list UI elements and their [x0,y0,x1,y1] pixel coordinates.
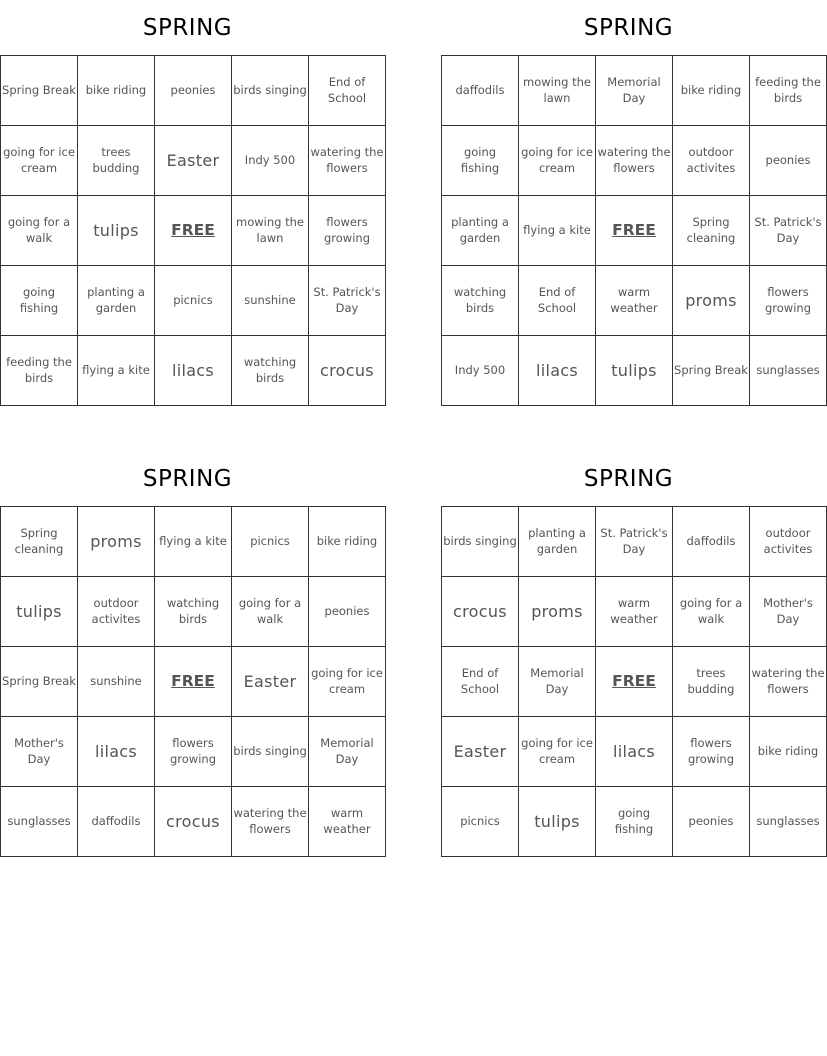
bingo-cell: daffodils [78,787,155,857]
grid-row [1,336,386,406]
bingo-cell: Easter [232,647,309,717]
bingo-cell: flying a kite [78,336,155,406]
bingo-cell: Indy 500 [442,336,519,406]
grid-row [1,126,386,196]
bingo-cell: End of School [442,647,519,717]
bingo-cell: Spring Break [1,56,78,126]
bingo-cell: sunglasses [750,336,827,406]
grid-row [442,266,827,336]
bingo-cell: lilacs [155,336,232,406]
bingo-cell: trees budding [673,647,750,717]
bingo-cell: going for a walk [232,577,309,647]
grid-row [1,507,386,577]
grid-row [442,647,827,717]
bingo-cell: St. Patrick's Day [596,507,673,577]
bingo-cell: outdoor activites [78,577,155,647]
bingo-cell: going for a walk [673,577,750,647]
bingo-card-2 [441,0,822,406]
bingo-cell: trees budding [78,126,155,196]
bingo-cell: daffodils [442,56,519,126]
bingo-cell: proms [78,507,155,577]
bingo-cell: End of School [309,56,386,126]
bingo-cell: Spring Break [1,647,78,717]
bingo-cell: Easter [155,126,232,196]
bingo-cell: crocus [155,787,232,857]
free-space: FREE [596,647,673,717]
bingo-cell: mowing the lawn [232,196,309,266]
bingo-cell: Spring cleaning [1,507,78,577]
bingo-cell: warm weather [596,577,673,647]
bingo-cell: lilacs [78,717,155,787]
bingo-cell: going for ice cream [1,126,78,196]
bingo-cell: feeding the birds [750,56,827,126]
bingo-cell: going for ice cream [519,126,596,196]
bingo-cell: St. Patrick's Day [309,266,386,336]
grid-row [1,196,386,266]
bingo-cell: sunglasses [750,787,827,857]
bingo-cell: Memorial Day [519,647,596,717]
bingo-cell: warm weather [309,787,386,857]
bingo-cell: tulips [1,577,78,647]
grid-row [1,717,386,787]
bingo-cell: daffodils [673,507,750,577]
bingo-cell: bike riding [78,56,155,126]
bingo-cell: going fishing [596,787,673,857]
bingo-cell: watering the flowers [309,126,386,196]
bingo-cell: crocus [309,336,386,406]
bingo-grid [0,55,386,406]
free-space: FREE [155,196,232,266]
bingo-cell: planting a garden [442,196,519,266]
grid-row [442,717,827,787]
bingo-cell: tulips [78,196,155,266]
bingo-card-1 [0,0,384,406]
bingo-cell: flowers growing [673,717,750,787]
grid-row [442,126,827,196]
card-title: SPRING [583,466,674,492]
bingo-cell: sunshine [78,647,155,717]
bingo-cell: birds singing [442,507,519,577]
grid-row [442,336,827,406]
bingo-cell: birds singing [232,717,309,787]
bingo-cell: Mother's Day [750,577,827,647]
bingo-cell: Memorial Day [596,56,673,126]
grid-row [442,577,827,647]
bingo-cell: watching birds [155,577,232,647]
bingo-card-3 [0,451,383,857]
bingo-cell: picnics [442,787,519,857]
bingo-cell: watching birds [442,266,519,336]
grid-row [1,647,386,717]
bingo-cell: crocus [442,577,519,647]
bingo-grid [441,506,827,857]
grid-row [442,196,827,266]
bingo-card-4 [441,451,825,857]
bingo-cell: flowers growing [155,717,232,787]
grid-row [1,577,386,647]
card-title: SPRING [142,15,233,41]
bingo-cell: tulips [596,336,673,406]
bingo-cell: flowers growing [750,266,827,336]
bingo-cell: Memorial Day [309,717,386,787]
free-space: FREE [596,196,673,266]
bingo-grid [441,55,827,406]
grid-row [442,507,827,577]
bingo-cell: picnics [155,266,232,336]
bingo-cell: going for a walk [1,196,78,266]
bingo-cell: flying a kite [519,196,596,266]
bingo-cell: End of School [519,266,596,336]
bingo-cell: going fishing [442,126,519,196]
bingo-cell: sunshine [232,266,309,336]
bingo-cell: Mother's Day [1,717,78,787]
bingo-cell: peonies [673,787,750,857]
bingo-cell: warm weather [596,266,673,336]
bingo-cell: going for ice cream [519,717,596,787]
bingo-cell: lilacs [519,336,596,406]
card-title: SPRING [142,466,233,492]
bingo-cell: going fishing [1,266,78,336]
bingo-cell: Indy 500 [232,126,309,196]
bingo-cell: feeding the birds [1,336,78,406]
bingo-grid [0,506,386,857]
bingo-cell: bike riding [750,717,827,787]
bingo-cell: Spring Break [673,336,750,406]
bingo-cell: peonies [309,577,386,647]
grid-row [442,787,827,857]
bingo-cell: flying a kite [155,507,232,577]
bingo-cell: proms [519,577,596,647]
bingo-cell: outdoor activites [673,126,750,196]
bingo-cell: lilacs [596,717,673,787]
grid-row [442,56,827,126]
bingo-cell: birds singing [232,56,309,126]
bingo-cell: St. Patrick's Day [750,196,827,266]
bingo-cell: proms [673,266,750,336]
bingo-cell: bike riding [673,56,750,126]
bingo-cell: Spring cleaning [673,196,750,266]
grid-row [1,266,386,336]
bingo-cell: picnics [232,507,309,577]
bingo-cell: planting a garden [78,266,155,336]
bingo-cell: peonies [750,126,827,196]
free-space: FREE [155,647,232,717]
bingo-cell: outdoor activites [750,507,827,577]
grid-row [1,787,386,857]
bingo-cell: tulips [519,787,596,857]
bingo-cell: watering the flowers [232,787,309,857]
bingo-cell: Easter [442,717,519,787]
bingo-cell: mowing the lawn [519,56,596,126]
bingo-cell: watching birds [232,336,309,406]
bingo-cell: planting a garden [519,507,596,577]
bingo-cell: peonies [155,56,232,126]
bingo-cell: sunglasses [1,787,78,857]
grid-row [1,56,386,126]
bingo-cell: flowers growing [309,196,386,266]
bingo-cell: going for ice cream [309,647,386,717]
card-title: SPRING [583,15,674,41]
bingo-cell: watering the flowers [750,647,827,717]
bingo-cell: bike riding [309,507,386,577]
bingo-cell: watering the flowers [596,126,673,196]
